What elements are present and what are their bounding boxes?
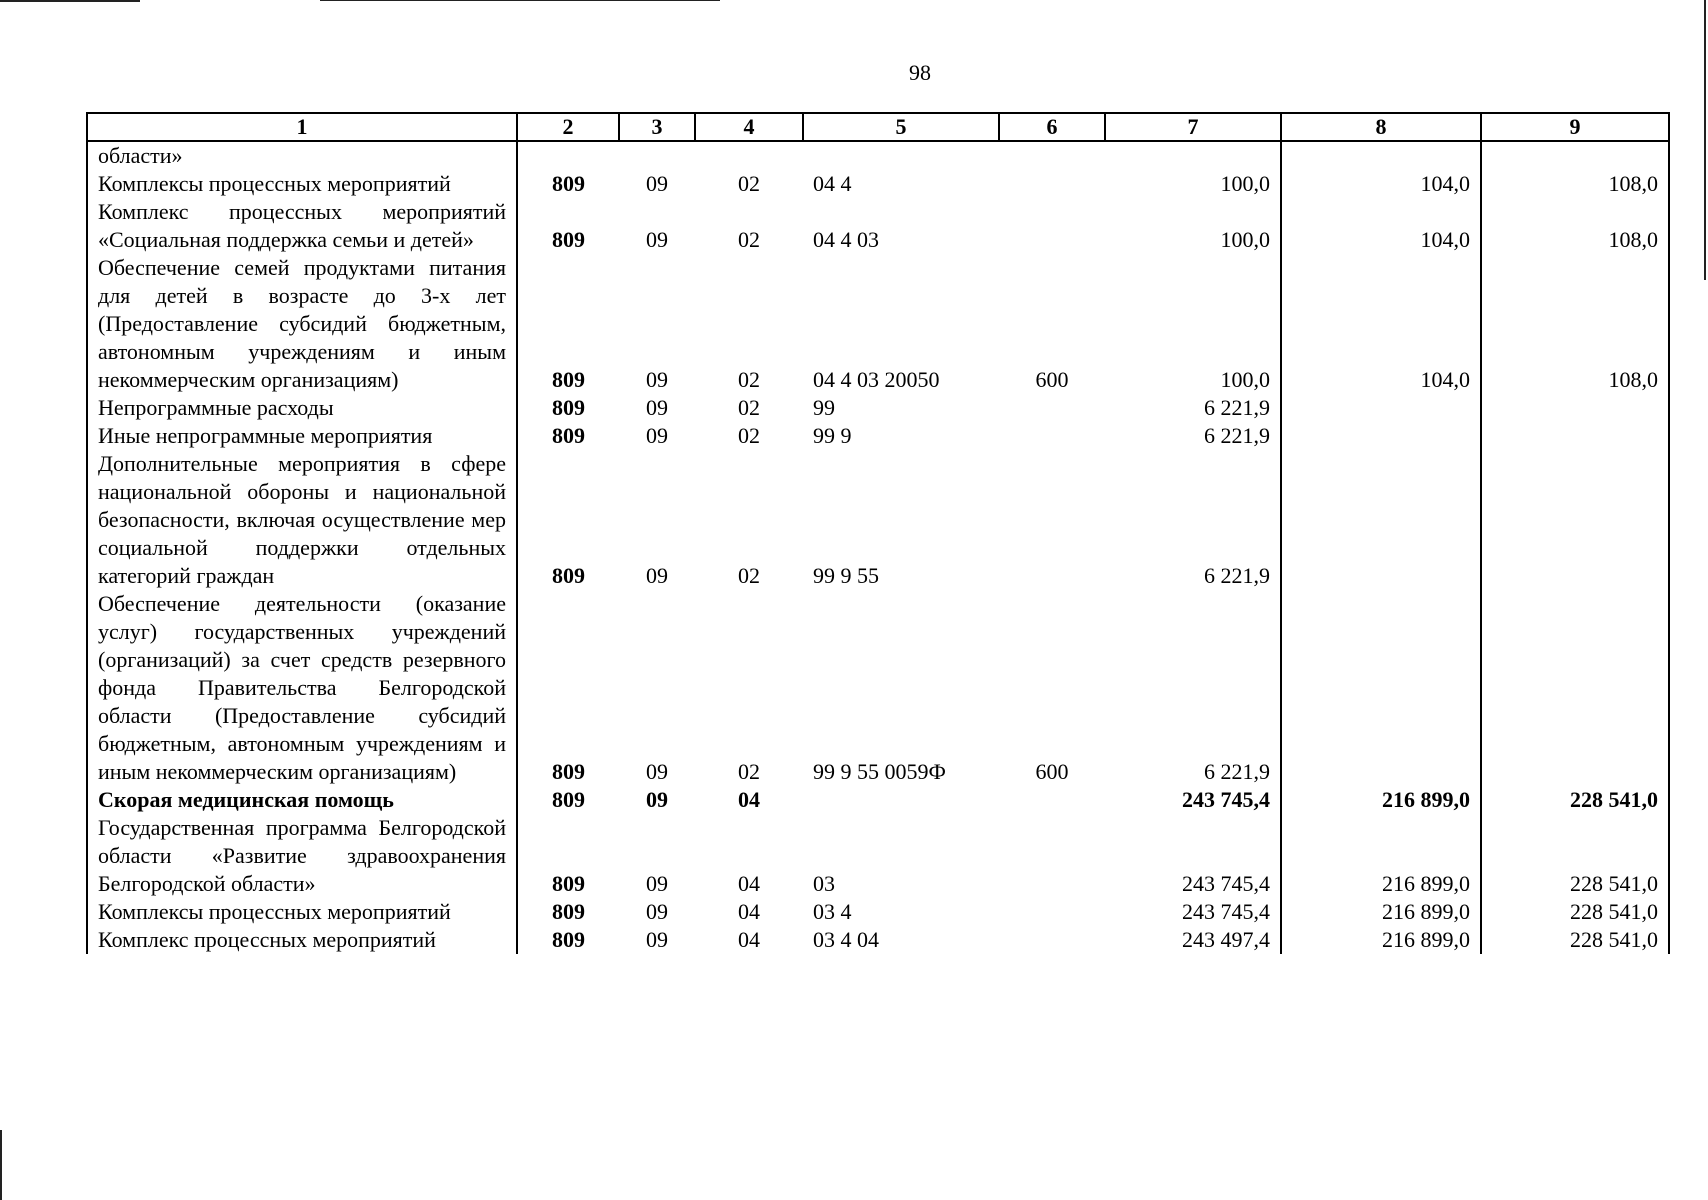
- row-expense-type: 600: [1035, 367, 1069, 392]
- row-amount-col8: [1281, 450, 1481, 590]
- row-amount-col8: 104,0: [1281, 198, 1481, 254]
- row-amount-col8: 216 899,0: [1281, 814, 1481, 898]
- row-admin-code: 809: [517, 450, 619, 590]
- row-target-article: 99 9 55: [813, 563, 879, 588]
- row-subsection: 02: [738, 395, 760, 420]
- row-amount-col9: 228 541,0: [1481, 814, 1669, 898]
- row-admin-code: 809: [517, 254, 619, 394]
- page-number: 98: [909, 60, 931, 85]
- row-subsection: 04: [738, 927, 760, 952]
- row-section: 09: [646, 787, 668, 812]
- row-amount-col8: 216 899,0: [1281, 898, 1481, 926]
- row-expense-type: [999, 141, 1105, 170]
- row-amount-col8: 104,0: [1281, 254, 1481, 394]
- row-amount-col9: [1481, 394, 1669, 422]
- row-admin-code: 809: [517, 198, 619, 254]
- row-admin-code: 809: [517, 786, 619, 814]
- budget-table-wrapper: [86, 112, 1668, 954]
- row-amount-col8: [1281, 394, 1481, 422]
- row-amount-col9: 228 541,0: [1481, 926, 1669, 954]
- table-row: [87, 926, 1669, 954]
- row-section: 09: [646, 563, 668, 588]
- row-section: 09: [646, 171, 668, 196]
- row-amount-col9: 228 541,0: [1481, 898, 1669, 926]
- row-subsection: 02: [738, 227, 760, 252]
- row-admin-code: 809: [517, 814, 619, 898]
- row-description: Скорая медицинская помощь: [87, 786, 517, 814]
- table-row: [87, 450, 1669, 590]
- row-target-article: 04 4 03 20050: [813, 367, 940, 392]
- table-row: [87, 394, 1669, 422]
- row-expense-type: [999, 814, 1105, 898]
- row-section: 09: [646, 423, 668, 448]
- row-subsection: 04: [738, 899, 760, 924]
- column-header: 5: [803, 113, 999, 141]
- row-admin-code: [517, 141, 619, 170]
- row-admin-code: 809: [517, 422, 619, 450]
- row-target-article: 99 9 55 0059Ф: [813, 759, 946, 784]
- row-amount-col9: [1481, 450, 1669, 590]
- row-amount-col7: 6 221,9: [1105, 590, 1281, 786]
- row-expense-type: 600: [1035, 759, 1069, 784]
- row-amount-col8: 216 899,0: [1281, 786, 1481, 814]
- row-amount-col7: 6 221,9: [1105, 394, 1281, 422]
- column-header: 8: [1281, 113, 1481, 141]
- row-section: 09: [646, 927, 668, 952]
- row-description: Обеспечение семей продуктами питания для детей в возрасте до 3-х лет (Предоставление субсидий бюджетным, автономным учреждениям и иным некоммерческим организациям): [87, 254, 517, 394]
- table-row: [87, 814, 1669, 898]
- row-subsection: 02: [738, 563, 760, 588]
- row-amount-col8: [1281, 422, 1481, 450]
- row-subsection: 04: [738, 871, 760, 896]
- row-section: 09: [646, 367, 668, 392]
- row-amount-col9: 108,0: [1481, 254, 1669, 394]
- row-amount-col7: 100,0: [1105, 170, 1281, 198]
- row-section: 09: [646, 871, 668, 896]
- row-amount-col9: 108,0: [1481, 170, 1669, 198]
- row-description: Непрограммные расходы: [87, 394, 517, 422]
- row-admin-code: 809: [517, 170, 619, 198]
- row-expense-type: [999, 898, 1105, 926]
- row-target-article: [803, 141, 999, 170]
- row-admin-code: 809: [517, 394, 619, 422]
- row-expense-type: [999, 394, 1105, 422]
- row-amount-col9: 108,0: [1481, 198, 1669, 254]
- table-row: [87, 170, 1669, 198]
- column-header: 7: [1105, 113, 1281, 141]
- row-description: Обеспечение деятельности (оказание услуг) государственных учреждений (организаций) за счет средств резервного фонда Правительства Белгородской области (Предоставление субсидий бюджетным, автономным учреждениям и иным некоммерческим организациям): [87, 590, 517, 786]
- column-header: 1: [87, 113, 517, 141]
- table-row: [87, 786, 1669, 814]
- row-subsection: [695, 141, 803, 170]
- row-admin-code: 809: [517, 926, 619, 954]
- row-amount-col8: 216 899,0: [1281, 926, 1481, 954]
- row-amount-col9: [1481, 141, 1669, 170]
- row-section: 09: [646, 759, 668, 784]
- row-expense-type: [999, 170, 1105, 198]
- row-target-article: 99: [813, 395, 835, 420]
- scan-edge-top-left: [0, 0, 140, 2]
- row-section: 09: [646, 899, 668, 924]
- row-amount-col9: [1481, 590, 1669, 786]
- row-description: Комплексы процессных мероприятий: [87, 898, 517, 926]
- row-target-article: 03: [813, 871, 835, 896]
- row-expense-type: [999, 926, 1105, 954]
- column-header: 2: [517, 113, 619, 141]
- row-amount-col7: 243 745,4: [1105, 814, 1281, 898]
- row-description: Государственная программа Белгородской области «Развитие здравоохранения Белгородской области»: [87, 814, 517, 898]
- row-target-article: 03 4: [813, 899, 852, 924]
- row-description: Комплекс процессных мероприятий: [87, 926, 517, 954]
- row-amount-col8: [1281, 141, 1481, 170]
- scan-edge-top: [320, 0, 720, 1]
- table-row: [87, 141, 1669, 170]
- row-admin-code: 809: [517, 590, 619, 786]
- row-section: 09: [646, 227, 668, 252]
- scan-edge-right: [1704, 0, 1706, 280]
- row-amount-col7: [1105, 141, 1281, 170]
- row-description: Комплекс процессных мероприятий «Социальная поддержка семьи и детей»: [87, 198, 517, 254]
- row-amount-col7: 6 221,9: [1105, 450, 1281, 590]
- row-description: Иные непрограммные мероприятия: [87, 422, 517, 450]
- table-row: [87, 422, 1669, 450]
- table-row: [87, 198, 1669, 254]
- column-header: 6: [999, 113, 1105, 141]
- row-expense-type: [999, 450, 1105, 590]
- row-subsection: 02: [738, 367, 760, 392]
- row-subsection: 02: [738, 759, 760, 784]
- table-body: [87, 141, 1669, 954]
- row-target-article: 99 9: [813, 423, 852, 448]
- row-section: [619, 141, 695, 170]
- row-target-article: 03 4 04: [813, 927, 879, 952]
- column-header: 3: [619, 113, 695, 141]
- row-admin-code: 809: [517, 898, 619, 926]
- table-row: [87, 898, 1669, 926]
- row-description: области»: [87, 141, 517, 170]
- row-amount-col7: 6 221,9: [1105, 422, 1281, 450]
- row-target-article: 04 4 03: [813, 227, 879, 252]
- row-subsection: 04: [738, 787, 760, 812]
- row-amount-col9: 228 541,0: [1481, 786, 1669, 814]
- row-amount-col7: 100,0: [1105, 198, 1281, 254]
- row-amount-col8: [1281, 590, 1481, 786]
- row-subsection: 02: [738, 423, 760, 448]
- row-amount-col7: 243 745,4: [1105, 786, 1281, 814]
- row-description: Дополнительные мероприятия в сфере национальной обороны и национальной безопасности, включая осуществление мер социальной поддержки отдельных категорий граждан: [87, 450, 517, 590]
- row-amount-col7: 100,0: [1105, 254, 1281, 394]
- row-expense-type: [999, 422, 1105, 450]
- column-header: 4: [695, 113, 803, 141]
- row-amount-col7: 243 497,4: [1105, 926, 1281, 954]
- row-amount-col7: 243 745,4: [1105, 898, 1281, 926]
- row-amount-col8: 104,0: [1281, 170, 1481, 198]
- row-description: Комплексы процессных мероприятий: [87, 170, 517, 198]
- table-row: [87, 254, 1669, 394]
- budget-table: [86, 112, 1670, 954]
- table-header-row: [87, 113, 1669, 141]
- scan-edge-left: [0, 1130, 2, 1200]
- row-expense-type: [999, 786, 1105, 814]
- row-section: 09: [646, 395, 668, 420]
- row-expense-type: [999, 198, 1105, 254]
- row-target-article: 04 4: [813, 171, 852, 196]
- row-subsection: 02: [738, 171, 760, 196]
- row-amount-col9: [1481, 422, 1669, 450]
- row-target-article: [803, 786, 999, 814]
- column-header: 9: [1481, 113, 1669, 141]
- table-row: [87, 590, 1669, 786]
